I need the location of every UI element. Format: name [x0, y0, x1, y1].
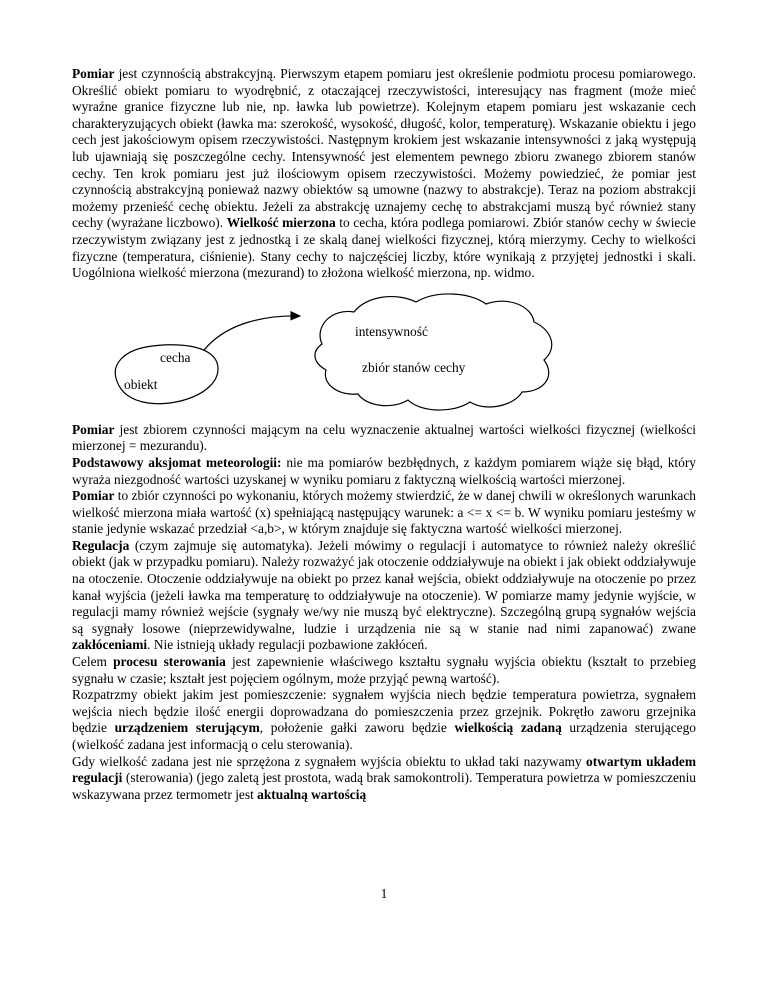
bold-term: Pomiar [72, 421, 115, 437]
paragraph-pomiar-abstrakcja [72, 66, 696, 282]
paragraph-pomiar-przedzial [72, 488, 696, 538]
label-zbior-stanow-cechy: zbiór stanów cechy [362, 359, 466, 375]
paragraph-proces-sterowania [72, 654, 696, 687]
text-run: Celem [72, 654, 114, 670]
bold-term: otwartym układem regulacji [72, 753, 696, 786]
text-run: to zbiór czynności po wykonaniu, których możemy stwierdzić, że w danej chwili w określonych warunkach wielkość mierzona miała wartość (x) spełniającą następujący warunek: a <= x <= b. W wyniku pomiaru jesteśmy w stanie jedynie wskazać przedział <a,b>, w którym znajduje się faktyczna wartość wielkości mierzonej. [72, 488, 696, 537]
bold-term: zakłóceniami [72, 637, 148, 653]
bold-term: aktualną wartością [257, 786, 367, 802]
page-number: 1 [380, 886, 388, 901]
text-run: , położenie gałki zaworu będzie [259, 720, 455, 736]
bold-term: Pomiar [72, 488, 115, 504]
paragraph-pomieszczenie [72, 687, 696, 753]
label-intensywnosc: intensywność [355, 323, 428, 339]
text-run: jest czynnością abstrakcyjną. Pierwszym etapem pomiaru jest określenie podmiotu procesu pomiarowego. Określić obiekt pomiaru to wyodrębnić, z otaczającej rzeczywistości, interesujący nas fragment (może mieć wyraźne granice fizyczne lub nie, np. ławka lub powietrze). Kolejnym etapem pomiaru jest wskazanie cech charakteryzujących obiekt (ławka ma: szerokość, wysokość, długość, kolor, temperaturę). Wskazanie obiektu i jego cech jest jakościowym opisem rzeczywistości. Następnym krokiem jest wskazanie intensywności z jaką występują lub ujawniają się poszczególne cechy. Intensywność jest elementem pewnego zbioru zwanego zbiorem stanów cechy. Ten krok pomiaru jest już ilościowym opisem rzeczywistości. Możemy powiedzieć, że pomiar jest czynnością abstrakcyjną ponieważ nazwy obiektów są umowne (nazwy to abstrakcje). Teraz na poziom abstrakcji możemy przenieść cechę obiektu. Jeżeli za abstrakcję uznajemy cechę to abstrakcjami muszą być również stany cechy (wyrażane liczbowo). [72, 66, 696, 231]
text-run: Rozpatrzmy obiekt jakim jest pomieszczenie: sygnałem wyjścia niech będzie temperatura powietrza, sygnałem wejścia niech będzie ilość energii doprowadzana do pomieszczenia przez grzejnik. Pokrętło zaworu grzejnika będzie [72, 687, 696, 736]
label-obiekt: obiekt [124, 376, 158, 392]
text-run: . Nie istnieją układy regulacji pozbawione zakłóceń. [147, 637, 428, 653]
paragraph-otwarty-uklad [72, 754, 696, 804]
diagram-container [72, 288, 696, 414]
bold-term: procesu sterowania [113, 654, 226, 670]
arrow [204, 316, 300, 350]
bold-term: urządzeniem sterującym [114, 720, 260, 736]
text-run: jest zbiorem czynności mającym na celu wyznaczenie aktualnej wartości wielkości fizycznej (wielkości mierzonej = mezurandu). [72, 421, 696, 454]
paragraph-pomiar-zbior-czynnosci [72, 422, 696, 455]
text-run: to cecha, która podlega pomiarowi. Zbiór stanów cechy w świecie rzeczywistym związany jest z jednostką i ze skalą danej wielkości fizycznej, którą mierzymy. Cechy to wielkości fizyczne (temperatura, ciśnienie). Stany cechy to najczęściej liczby, które wynikają z przyjętej jednostki i skali. Uogólniona wielkość mierzona (mezurand) to złożona wielkość mierzona, np. widmo. [72, 215, 696, 281]
bold-term: wielkością zadaną [454, 720, 562, 736]
text-run: urządzenia sterującego (wielkość zadana jest informacją o celu sterowania). [72, 720, 697, 752]
paragraph-regulacja [72, 538, 696, 654]
text-run: (sterowania) (jego zaletą jest prostota, wadą brak samokontroli). Temperatura powietrza w pomieszczeniu wskazywana przez termometr jest [72, 770, 696, 802]
concept-diagram [72, 288, 696, 414]
bold-term: Wielkość mierzona [226, 215, 336, 231]
states-blob-shape [315, 294, 552, 410]
bold-term: Podstawowy aksjomat meteorologii: [72, 454, 282, 470]
bold-term: Pomiar [72, 66, 115, 81]
label-cecha: cecha [160, 349, 191, 365]
paragraph-aksjomat [72, 455, 696, 488]
document-body [72, 66, 696, 803]
text-run: Gdy wielkość zadana jest nie sprzężona z sygnałem wyjścia obiektu to układ taki nazywamy [72, 753, 586, 769]
text-run: nie ma pomiarów bezbłędnych, z każdym pomiarem wiąże się błąd, który wyraża niezgodność wartości uzyskanej w wyniku pomiaru z faktyczną wielkością wartości mierzonej. [72, 454, 696, 487]
bold-term: Regulacja [72, 537, 130, 553]
text-run: jest zapewnienie właściwego kształtu sygnału wyjścia obiektu (kształt to przebieg sygnału w czasie; kształt jest pojęciem ogólnym, może przyjąć pewną wartość). [72, 654, 696, 686]
text-run: (czym zajmuje się automatyka). Jeżeli mówimy o regulacji i automatyce to również należy określić obiekt (jak w przypadku pomiaru). Należy rozważyć jak otoczenie oddziaływuje na obiekt i jak obiekt oddziaływuje na otoczenie. Otoczenie oddziaływuje na obiekt po przez kanał wejścia, obiekt oddziaływuje na otoczenie po przez kanał wyjścia (jeżeli ławka ma temperaturę to oddziaływuje na otoczenie). W pomiarze mamy jedynie wyjście, w regulacji mamy również wejście (sygnały we/wy nie muszą być elektryczne). Szczególną grupą sygnałów wejścia są sygnały losowe (nieprzewidywalne, ludzie i urządzenia nie są w stanie nad nimi zapanować) zwane [72, 537, 696, 636]
